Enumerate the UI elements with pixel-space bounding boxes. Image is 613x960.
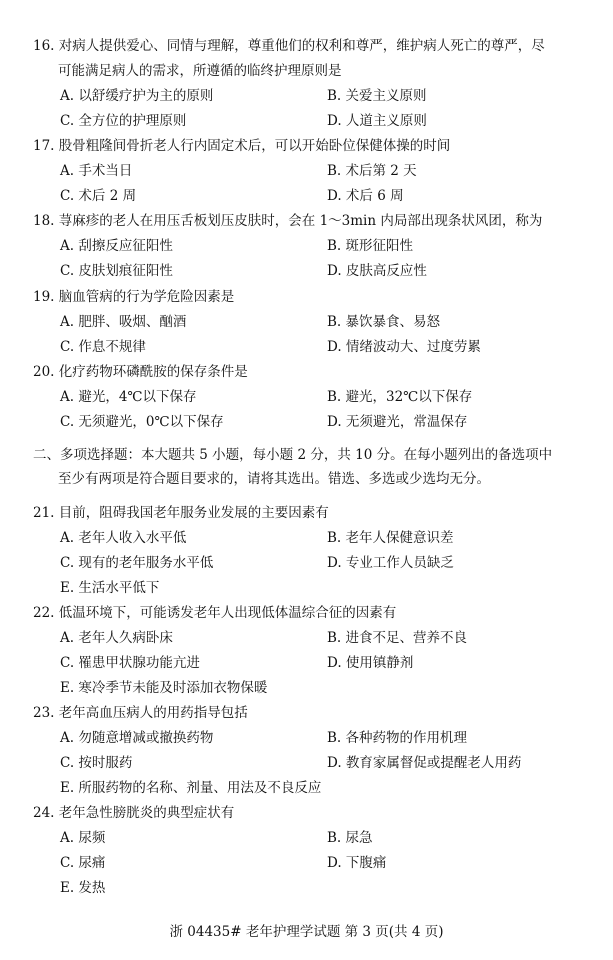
option-e: E. 发热	[60, 880, 106, 896]
option-d: D. 教育家属督促或提醒老人用药	[327, 755, 522, 771]
question-23	[33, 701, 593, 726]
option-c: C. 按时服药	[60, 755, 133, 771]
question-number: 22.	[33, 605, 55, 621]
question-21	[33, 501, 593, 526]
option-c: C. 作息不规律	[60, 339, 146, 355]
option-d: D. 无须避光，常温保存	[327, 414, 468, 430]
page-footer: 浙 04435# 老年护理学试题 第 3 页(共 4 页)	[169, 924, 444, 940]
option-b: B. 斑形征阳性	[327, 238, 414, 254]
question-19	[33, 285, 593, 310]
question-number: 16.	[33, 38, 55, 54]
option-d: D. 使用镇静剂	[327, 655, 414, 671]
option-b: B. 老年人保健意识差	[327, 530, 454, 546]
section-heading	[33, 443, 593, 491]
option-b: B. 避光，32℃以下保存	[327, 389, 473, 405]
question-17	[33, 134, 593, 159]
option-d: D. 人道主义原则	[327, 113, 427, 129]
section-instructions-line2: 至少有两项是符合题目要求的，请将其选出。错选、多选或少选均无分。	[58, 471, 490, 487]
question-number: 23.	[33, 705, 55, 721]
question-text: 股骨粗隆间骨折老人行内固定术后，可以开始卧位保健体操的时间	[58, 138, 451, 154]
question-number: 21.	[33, 505, 55, 521]
question-text: 对病人提供爱心、同情与理解，尊重他们的权利和尊严，维护病人死亡的尊严，尽	[58, 38, 545, 54]
option-a: A. 手术当日	[60, 163, 133, 179]
option-a: A. 避光，4℃以下保存	[60, 389, 197, 405]
option-a: A. 刮擦反应征阳性	[60, 238, 173, 254]
question-number: 18.	[33, 213, 55, 229]
option-b: B. 各种药物的作用机理	[327, 730, 468, 746]
option-b: B. 关爱主义原则	[327, 88, 427, 104]
option-e: E. 生活水平低下	[60, 580, 160, 596]
question-text: 低温环境下，可能诱发老年人出现低体温综合征的因素有	[58, 605, 397, 621]
option-c: C. 全方位的护理原则	[60, 113, 187, 129]
question-text: 脑血管病的行为学危险因素是	[58, 289, 235, 305]
question-number: 24.	[33, 805, 55, 821]
option-a: A. 肥胖、吸烟、酗酒	[60, 314, 187, 330]
option-d: D. 专业工作人员缺乏	[327, 555, 454, 571]
option-c: C. 皮肤划痕征阳性	[60, 263, 173, 279]
question-18	[33, 209, 593, 234]
question-text: 化疗药物环磷酰胺的保存条件是	[58, 364, 248, 380]
option-b: B. 进食不足、营养不良	[327, 630, 468, 646]
question-text: 老年急性膀胱炎的典型症状有	[58, 805, 235, 821]
question-number: 19.	[33, 289, 55, 305]
option-b: B. 术后第 2 天	[327, 163, 417, 179]
question-text: 目前，阻碍我国老年服务业发展的主要因素有	[58, 505, 329, 521]
question-number: 17.	[33, 138, 55, 154]
question-20	[33, 360, 593, 385]
question-number: 20.	[33, 364, 55, 380]
option-a: A. 老年人收入水平低	[60, 530, 187, 546]
option-e: E. 所服药物的名称、剂量、用法及不良反应	[60, 780, 322, 796]
option-a: A. 以舒缓疗护为主的原则	[60, 88, 214, 104]
option-d: D. 下腹痛	[327, 855, 387, 871]
option-a: A. 尿频	[60, 830, 106, 846]
option-c: C. 现有的老年服务水平低	[60, 555, 214, 571]
option-a: A. 勿随意增减或撤换药物	[60, 730, 214, 746]
question-16	[33, 34, 593, 84]
option-b: B. 暴饮暴食、易怒	[327, 314, 441, 330]
option-b: B. 尿急	[327, 830, 373, 846]
section-instructions-line1: 二、多项选择题：本大题共 5 小题，每小题 2 分，共 10 分。在每小题列出的备选项中	[33, 447, 553, 463]
option-d: D. 术后 6 周	[327, 188, 404, 204]
question-text-continued: 可能满足病人的需求，所遵循的临终护理原则是	[58, 63, 342, 79]
option-c: C. 罹患甲状腺功能亢进	[60, 655, 200, 671]
option-c: C. 无须避光，0℃以下保存	[60, 414, 224, 430]
question-text: 老年高血压病人的用药指导包括	[58, 705, 248, 721]
question-text: 荨麻疹的老人在用压舌板划压皮肤时，会在 1～3min 内局部出现条状风团，称为	[58, 213, 543, 229]
option-d: D. 皮肤高反应性	[327, 263, 427, 279]
option-d: D. 情绪波动大、过度劳累	[327, 339, 481, 355]
question-22	[33, 601, 593, 626]
option-e: E. 寒冷季节未能及时添加衣物保暖	[60, 680, 268, 696]
question-24	[33, 801, 593, 826]
option-c: C. 术后 2 周	[60, 188, 137, 204]
option-a: A. 老年人久病卧床	[60, 630, 173, 646]
option-c: C. 尿痛	[60, 855, 106, 871]
